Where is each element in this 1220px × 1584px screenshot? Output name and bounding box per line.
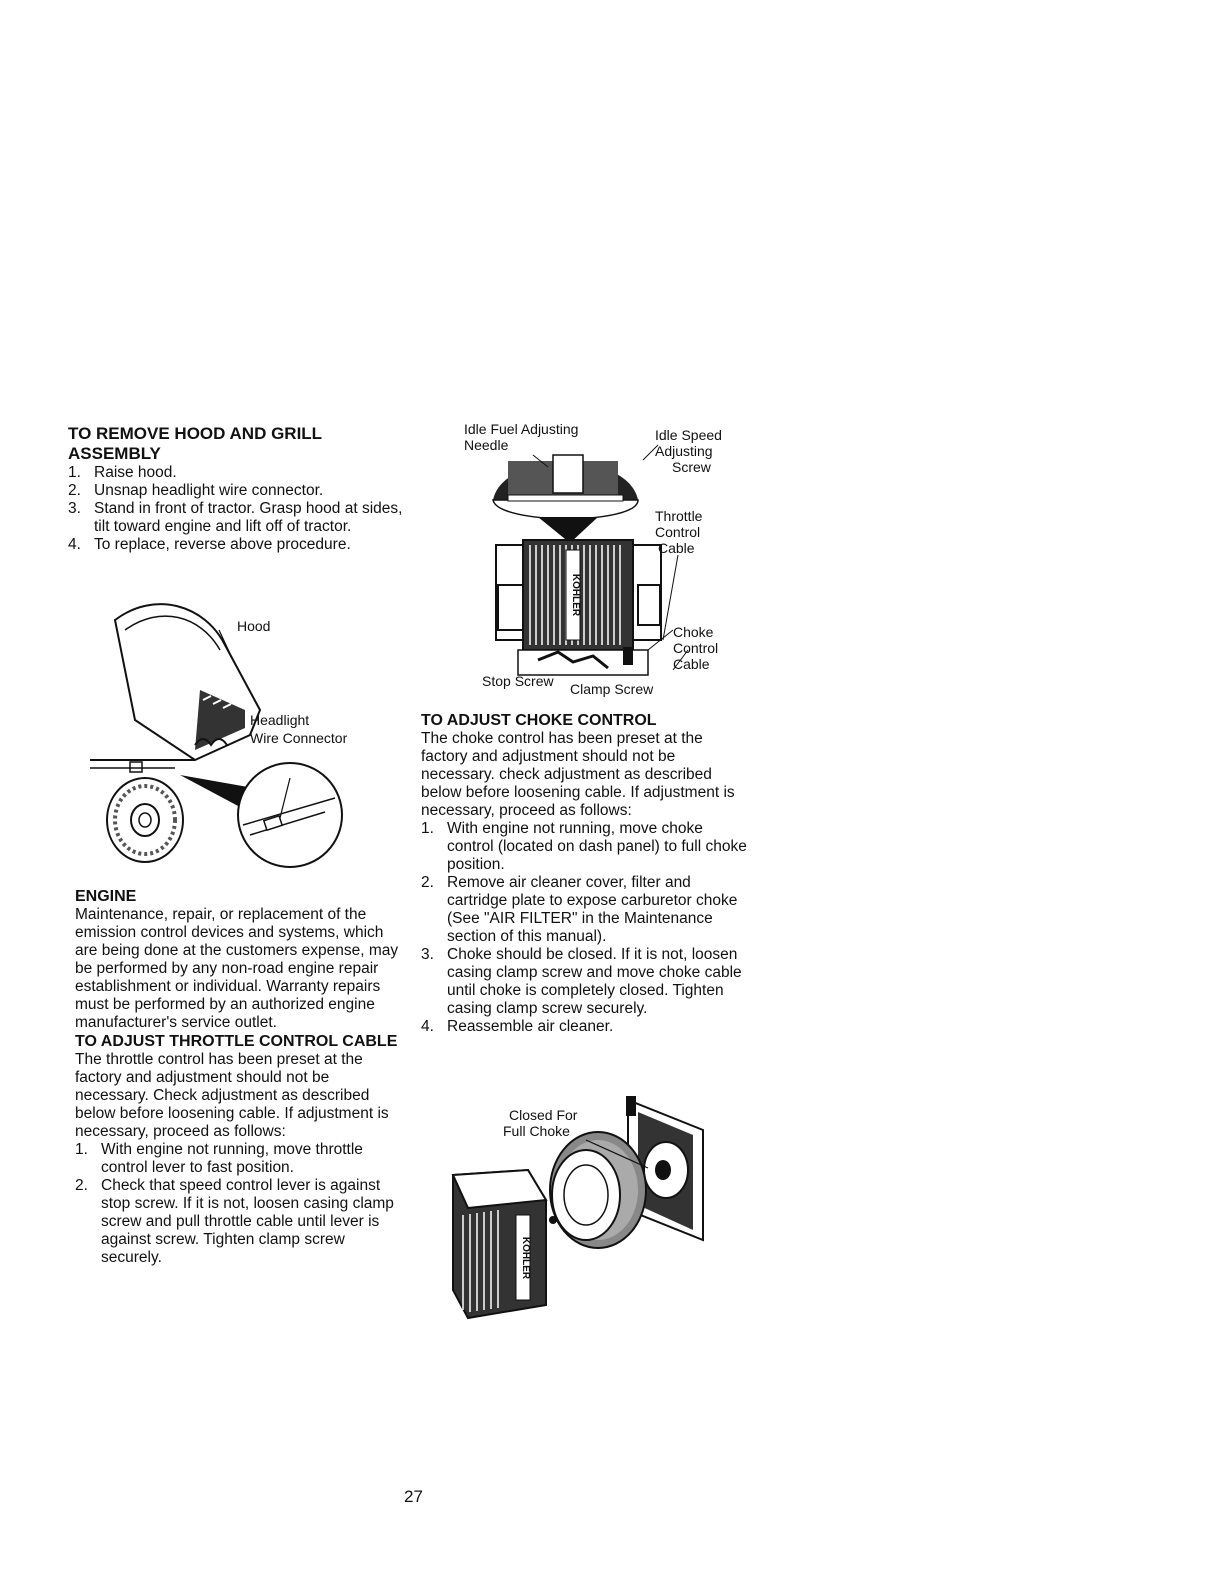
- hood-step-2: 2. Unsnap headlight wire connector.: [68, 482, 324, 499]
- hood-section: [68, 424, 408, 554]
- choke-steps: [421, 820, 751, 1036]
- label-throttle-1: Throttle: [655, 508, 703, 524]
- throttle-text: The throttle control has been preset at the factory and adjustment should not be necessary. Check adjustment as described below before loosening cable. If adjustment is necessary, proceed as follows:: [75, 1051, 389, 1140]
- hood-steps: [68, 464, 408, 554]
- throttle-steps: [75, 1141, 405, 1267]
- choke-text: The choke control has been preset at the factory and adjustment should not be necessary. check adjustment as described below before loosening cable. If adjustment is necessary, proceed as follows:: [421, 730, 735, 819]
- engine-text: Maintenance, repair, or replacement of the emission control devices and systems, which are being done at the customers expense, may be performed by any non-road engine repair establishment or individual. Warranty repairs must be performed by an authorized engine manufacturer's service outlet.: [75, 906, 399, 1031]
- label-throttle-3: Cable: [658, 540, 695, 556]
- engine-heading: ENGINE: [75, 888, 137, 905]
- label-choke-2: Control: [673, 640, 719, 656]
- air-cleaner-illustration: [448, 1090, 728, 1330]
- label-idle-fuel-1: Idle Fuel Adjusting: [464, 421, 579, 437]
- choke-step-4: 4. Reassemble air cleaner.: [421, 1018, 614, 1035]
- label-choke-3: Cable: [673, 656, 710, 672]
- choke-step-3: 3. Choke should be closed. If it is not, loosen casing clamp screw and move choke cable until choke is completely closed. Tighten casing clamp screw securely.: [421, 946, 742, 1017]
- label-closed-for: Closed For: [509, 1107, 578, 1123]
- page-number: 27: [404, 1487, 423, 1506]
- svg-text:KOHLER: KOHLER: [570, 573, 581, 617]
- label-idle-fuel-2: Needle: [464, 437, 509, 453]
- choke-step-2: 2. Remove air cleaner cover, filter and cartridge plate to expose carburetor choke (See "AIR FILTER" in the Maintenance section of this manual).: [421, 874, 738, 945]
- label-throttle-2: Control: [655, 524, 701, 540]
- hood-heading: TO REMOVE HOOD AND GRILL ASSEMBLY: [68, 424, 322, 463]
- label-clamp-screw: Clamp Screw: [570, 681, 654, 697]
- throttle-heading: TO ADJUST THROTTLE CONTROL CABLE: [75, 1033, 398, 1050]
- engine-section: [75, 887, 405, 1267]
- label-headlight: Headlight: [250, 712, 310, 728]
- svg-text:KOHLER: KOHLER: [520, 1236, 531, 1280]
- label-idle-speed-1: Idle Speed: [655, 427, 722, 443]
- label-choke-1: Choke: [673, 624, 714, 640]
- choke-section: [421, 711, 751, 1036]
- label-idle-speed-2: Adjusting: [655, 443, 713, 459]
- hood-step-1: 1. Raise hood.: [68, 464, 177, 481]
- label-idle-speed-3: Screw: [672, 459, 711, 475]
- label-wire-connector: Wire Connector: [250, 730, 348, 746]
- label-hood: Hood: [237, 618, 271, 634]
- hood-step-3: 3. Stand in front of tractor. Grasp hood at sides, tilt toward engine and lift off of tractor.: [68, 500, 403, 535]
- label-full-choke: Full Choke: [503, 1123, 570, 1139]
- label-stop-screw: Stop Screw: [482, 673, 554, 689]
- throttle-step-1: 1. With engine not running, move throttle control lever to fast position.: [75, 1141, 363, 1176]
- choke-heading: TO ADJUST CHOKE CONTROL: [421, 712, 657, 729]
- throttle-step-2: 2. Check that speed control lever is against stop screw. If it is not, loosen casing clamp screw and pull throttle cable until lever is against screw. Tighten clamp screw securely.: [75, 1177, 394, 1266]
- hood-step-4: 4. To replace, reverse above procedure.: [68, 536, 351, 553]
- choke-step-1: 1. With engine not running, move choke control (located on dash panel) to full choke position.: [421, 820, 747, 873]
